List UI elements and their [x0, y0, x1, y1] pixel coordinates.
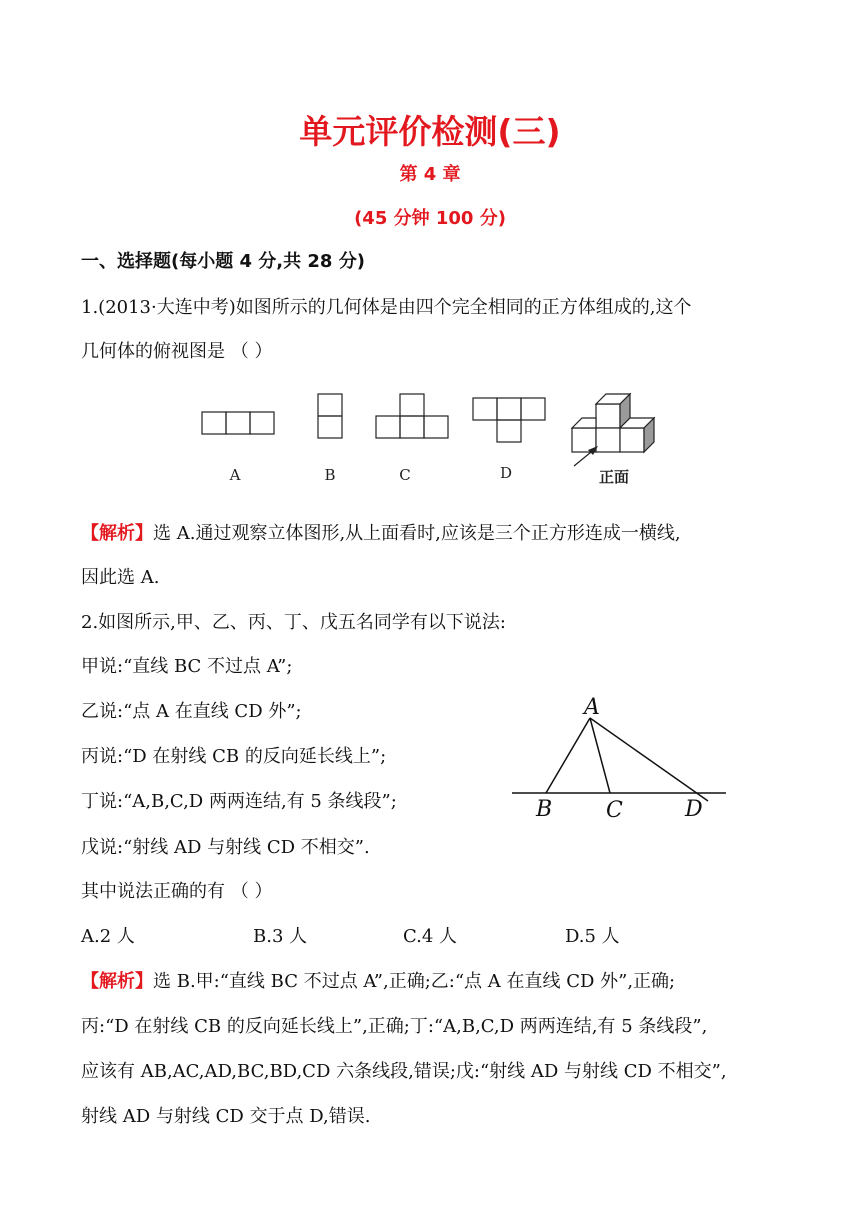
time-label: (45 分钟 100 分) [354, 208, 506, 229]
label-d: D [499, 464, 513, 482]
q2-intro: 2.如图所示,甲、乙、丙、丁、戊五名同学有以下说法: [81, 612, 506, 633]
option-c-top-view [376, 394, 448, 438]
option-b-top-view [318, 394, 342, 438]
label-a: A [229, 466, 241, 484]
section-heading: 一、选择题(每小题 4 分,共 28 分) [81, 251, 365, 272]
point-b-label: B [536, 797, 553, 822]
q2-question: 其中说法正确的有 （ ） [81, 881, 273, 902]
q2-analysis-line3: 应该有 AB,AC,AD,BC,BD,CD 六条线段,错误;戊:“射线 AD 与射线 CD 不相交”, [81, 1061, 727, 1082]
q2-analysis-line2: 丙:“D 在射线 CB 的反向延长线上”,正确;丁:“A,B,C,D 两两连结,有 5 条线段”, [81, 1016, 708, 1037]
point-d-label: D [685, 797, 703, 822]
option-d-top-view [473, 398, 545, 442]
q2-option-c: C.4 人 [403, 926, 458, 947]
q2-analysis-line1 [81, 970, 675, 994]
q1-analysis-line1 [81, 522, 681, 546]
page-title: 单元评价检测(三) [299, 112, 561, 151]
label-c: C [399, 466, 411, 484]
analysis-text: 选 A.通过观察立体图形,从上面看时,应该是三个正方形连成一横线, [153, 523, 681, 544]
q1-line1: 1.(2013·大连中考)如图所示的几何体是由四个完全相同的正方体组成的,这个 [81, 297, 692, 318]
point-c-label: C [606, 798, 623, 823]
solid-cubes-figure [572, 394, 654, 466]
analysis-tag: 【解析】 [81, 971, 153, 992]
q1-figure [190, 388, 670, 488]
analysis-tag: 【解析】 [81, 523, 153, 544]
chapter-label: 第 4 章 [399, 164, 461, 185]
q2-statement-3: 丙说:“D 在射线 CB 的反向延长线上”; [81, 746, 387, 767]
q2-statement-2: 乙说:“点 A 在直线 CD 外”; [81, 701, 302, 722]
point-a-label: A [584, 695, 600, 720]
q2-option-a: A.2 人 [81, 926, 135, 947]
q2-statement-1: 甲说:“直线 BC 不过点 A”; [81, 656, 293, 677]
analysis-text: 选 B.甲:“直线 BC 不过点 A”,正确;乙:“点 A 在直线 CD 外”,正确; [153, 971, 676, 992]
q2-statement-4: 丁说:“A,B,C,D 两两连结,有 5 条线段”; [81, 791, 397, 812]
option-a-top-view [202, 412, 274, 434]
label-b: B [324, 466, 336, 484]
q2-statement-5: 戊说:“射线 AD 与射线 CD 不相交”. [81, 837, 370, 858]
segment-ab [546, 718, 590, 793]
q2-geometry-figure [500, 690, 740, 830]
q1-analysis-line2: 因此选 A. [81, 567, 160, 588]
q2-analysis-line4: 射线 AD 与射线 CD 交于点 D,错误. [81, 1106, 371, 1127]
q2-option-b: B.3 人 [253, 926, 308, 947]
ray-ad [590, 718, 708, 801]
q1-line2: 几何体的俯视图是 （ ） [81, 341, 273, 362]
q2-option-d: D.5 人 [565, 926, 620, 947]
front-label: 正面 [598, 468, 630, 486]
